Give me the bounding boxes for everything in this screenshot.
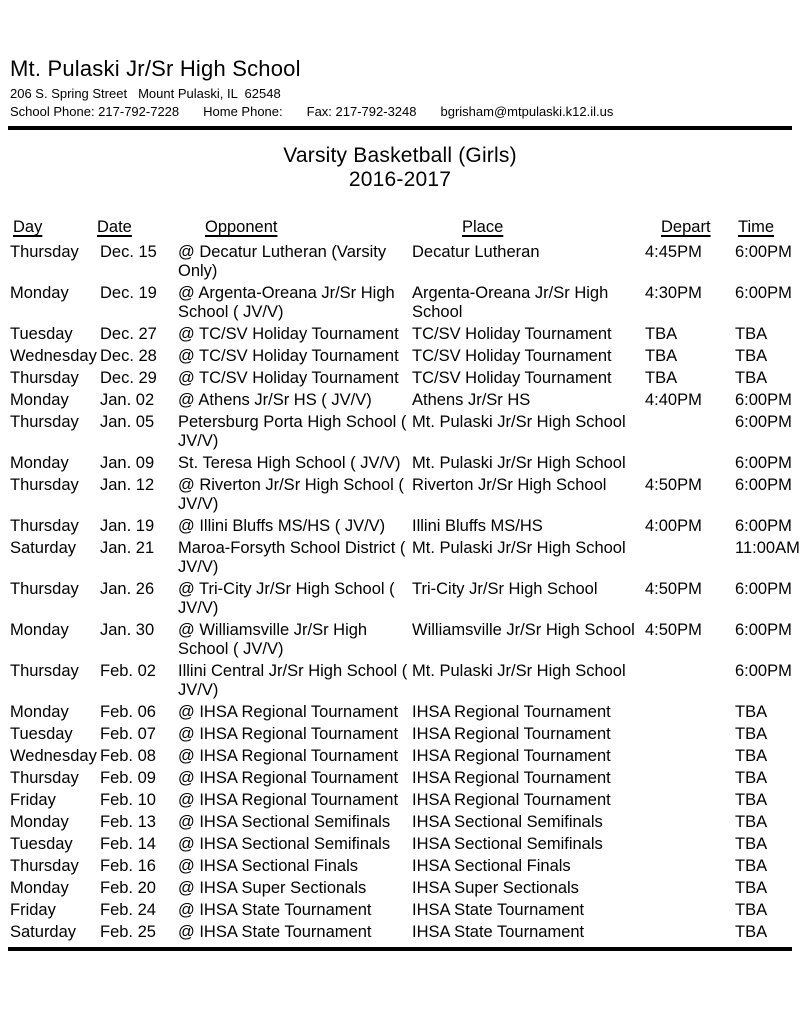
cell-opponent: @ TC/SV Holiday Tournament (178, 369, 399, 387)
cell-opponent: @ IHSA Sectional Finals (178, 857, 358, 875)
cell-day: Monday (10, 621, 69, 639)
schedule-row (10, 580, 799, 618)
schedule-row (10, 813, 799, 832)
schedule-row (10, 413, 799, 451)
cell-place: IHSA Sectional Semifinals (412, 813, 603, 831)
cell-date: Feb. 20 (100, 879, 156, 897)
cell-depart: TBA (645, 369, 678, 387)
cell-day: Thursday (10, 476, 79, 494)
cell-opponent: @ IHSA Sectional Semifinals (178, 813, 391, 831)
cell-place: Argenta-Oreana Jr/Sr High School (412, 284, 609, 321)
school-phone: School Phone: 217-792-7228 (10, 104, 180, 119)
cell-opponent: @ Tri-City Jr/Sr High School ( JV/V) (178, 580, 395, 617)
schedule-row (10, 621, 799, 659)
cell-place: IHSA Sectional Finals (412, 857, 571, 875)
schedule-row (10, 391, 799, 410)
cell-place: IHSA State Tournament (412, 901, 585, 919)
cell-day: Tuesday (10, 725, 73, 743)
cell-time: 6:00PM (735, 454, 792, 472)
cell-time: TBA (735, 325, 768, 343)
cell-place: IHSA Regional Tournament (412, 703, 611, 721)
cell-day: Thursday (10, 857, 79, 875)
schedule-row (10, 539, 799, 577)
cell-date: Jan. 02 (100, 391, 155, 409)
cell-day: Monday (10, 454, 69, 472)
cell-place: TC/SV Holiday Tournament (412, 369, 612, 387)
cell-opponent: @ IHSA Regional Tournament (178, 725, 399, 743)
schedule-row (10, 325, 799, 344)
cell-depart: 4:50PM (645, 476, 702, 494)
cell-place: Athens Jr/Sr HS (412, 391, 531, 409)
schedule-row (10, 369, 799, 388)
home-phone-label: Home Phone: (203, 104, 283, 119)
schedule-row (10, 284, 799, 322)
cell-date: Jan. 09 (100, 454, 155, 472)
cell-time: 6:00PM (735, 621, 792, 639)
cell-place: Mt. Pulaski Jr/Sr High School (412, 539, 626, 557)
cell-opponent: St. Teresa High School ( JV/V) (178, 454, 401, 472)
cell-date: Jan. 30 (100, 621, 155, 639)
cell-place: TC/SV Holiday Tournament (412, 347, 612, 365)
cell-opponent: @ IHSA Sectional Semifinals (178, 835, 391, 853)
cell-depart: 4:00PM (645, 517, 702, 535)
cell-time: 6:00PM (735, 284, 792, 302)
header-date: Date (97, 218, 132, 236)
cell-date: Feb. 02 (100, 662, 156, 680)
cell-place: IHSA State Tournament (412, 923, 585, 941)
schedule-rows (10, 243, 799, 942)
cell-time: TBA (735, 725, 768, 743)
cell-day: Wednesday (10, 347, 97, 365)
cell-time: TBA (735, 703, 768, 721)
cell-depart: TBA (645, 347, 678, 365)
schedule-table (10, 218, 799, 945)
cell-date: Dec. 15 (100, 243, 157, 261)
cell-date: Feb. 10 (100, 791, 156, 809)
cell-day: Friday (10, 791, 56, 809)
schedule-row (10, 347, 799, 366)
cell-opponent: @ IHSA Regional Tournament (178, 703, 399, 721)
address-street: 206 S. Spring Street (10, 86, 128, 101)
cell-time: 6:00PM (735, 517, 792, 535)
cell-place: Mt. Pulaski Jr/Sr High School (412, 454, 626, 472)
cell-opponent: @ IHSA Super Sectionals (178, 879, 367, 897)
cell-date: Feb. 13 (100, 813, 156, 831)
bottom-divider (8, 947, 792, 951)
cell-time: TBA (735, 857, 768, 875)
cell-time: 11:00AM (735, 539, 800, 557)
cell-opponent: @ IHSA State Tournament (178, 923, 372, 941)
cell-date: Feb. 24 (100, 901, 156, 919)
cell-place: IHSA Regional Tournament (412, 725, 611, 743)
cell-day: Thursday (10, 369, 79, 387)
cell-time: TBA (735, 747, 768, 765)
cell-day: Thursday (10, 243, 79, 261)
cell-date: Dec. 29 (100, 369, 157, 387)
cell-day: Thursday (10, 662, 79, 680)
cell-day: Thursday (10, 413, 79, 431)
schedule-row (10, 769, 799, 788)
cell-opponent: @ Williamsville Jr/Sr High School ( JV/V) (178, 621, 368, 658)
cell-day: Thursday (10, 580, 79, 598)
header-depart: Depart (661, 218, 711, 236)
schedule-row (10, 476, 799, 514)
cell-date: Feb. 09 (100, 769, 156, 787)
cell-date: Feb. 16 (100, 857, 156, 875)
cell-time: 6:00PM (735, 413, 792, 431)
cell-opponent: @ Illini Bluffs MS/HS ( JV/V) (178, 517, 386, 535)
cell-day: Thursday (10, 769, 79, 787)
cell-day: Monday (10, 879, 69, 897)
school-name: Mt. Pulaski Jr/Sr High School (10, 56, 301, 81)
cell-time: 6:00PM (735, 391, 792, 409)
cell-time: 6:00PM (735, 476, 792, 494)
schedule-row (10, 662, 799, 700)
cell-opponent: @ TC/SV Holiday Tournament (178, 347, 399, 365)
cell-depart: TBA (645, 325, 678, 343)
header-day: Day (13, 218, 43, 236)
cell-opponent: @ Argenta-Oreana Jr/Sr High School ( JV/V) (178, 284, 395, 321)
title-line1: Varsity Basketball (Girls) (283, 144, 517, 167)
top-divider (8, 126, 792, 130)
address-city: Mount Pulaski, IL 62548 (138, 86, 281, 101)
cell-date: Dec. 28 (100, 347, 157, 365)
cell-time: TBA (735, 813, 768, 831)
cell-time: TBA (735, 369, 768, 387)
cell-time: TBA (735, 835, 768, 853)
cell-date: Dec. 27 (100, 325, 157, 343)
schedule-row (10, 923, 799, 942)
cell-day: Monday (10, 284, 69, 302)
schedule-row (10, 901, 799, 920)
schedule-row (10, 517, 799, 536)
header-place: Place (462, 218, 504, 236)
cell-opponent: Maroa-Forsyth School District ( JV/V) (178, 539, 406, 576)
school-address (10, 85, 613, 102)
cell-place: Mt. Pulaski Jr/Sr High School (412, 413, 626, 431)
schedule-row (10, 879, 799, 898)
schedule-row (10, 835, 799, 854)
cell-place: Illini Bluffs MS/HS (412, 517, 543, 535)
cell-date: Feb. 07 (100, 725, 156, 743)
cell-place: IHSA Regional Tournament (412, 769, 611, 787)
cell-time: TBA (735, 879, 768, 897)
cell-day: Tuesday (10, 835, 73, 853)
header-opponent: Opponent (205, 218, 278, 236)
cell-day: Friday (10, 901, 56, 919)
cell-opponent: @ Riverton Jr/Sr High School ( JV/V) (178, 476, 404, 513)
schedule-row (10, 454, 799, 473)
cell-opponent: @ IHSA Regional Tournament (178, 791, 399, 809)
cell-time: 6:00PM (735, 243, 792, 261)
cell-opponent: @ IHSA Regional Tournament (178, 769, 399, 787)
cell-place: IHSA Regional Tournament (412, 747, 611, 765)
cell-date: Jan. 21 (100, 539, 155, 557)
cell-day: Saturday (10, 539, 77, 557)
cell-place: IHSA Super Sectionals (412, 879, 579, 897)
cell-day: Monday (10, 813, 69, 831)
cell-date: Jan. 05 (100, 413, 155, 431)
cell-time: TBA (735, 347, 768, 365)
cell-depart: 4:40PM (645, 391, 702, 409)
cell-opponent: Petersburg Porta High School ( JV/V) (178, 413, 407, 450)
cell-date: Feb. 25 (100, 923, 156, 941)
schedule-row (10, 857, 799, 876)
cell-opponent: @ Decatur Lutheran (Varsity Only) (178, 243, 387, 280)
cell-date: Feb. 08 (100, 747, 156, 765)
cell-day: Monday (10, 391, 69, 409)
cell-date: Jan. 19 (100, 517, 155, 535)
cell-time: 6:00PM (735, 580, 792, 598)
title-line2: 2016-2017 (348, 168, 452, 191)
cell-place: Decatur Lutheran (412, 243, 540, 261)
school-contact-line (10, 103, 613, 120)
cell-day: Saturday (10, 923, 77, 941)
cell-opponent: @ Athens Jr/Sr HS ( JV/V) (178, 391, 372, 409)
fax-number: Fax: 217-792-3248 (306, 104, 417, 119)
schedule-row (10, 791, 799, 810)
cell-place: Riverton Jr/Sr High School (412, 476, 607, 494)
schedule-row (10, 703, 799, 722)
cell-date: Jan. 12 (100, 476, 155, 494)
header-time: Time (738, 218, 775, 236)
cell-date: Feb. 14 (100, 835, 156, 853)
cell-opponent: @ IHSA State Tournament (178, 901, 372, 919)
schedule-row (10, 747, 799, 766)
cell-day: Monday (10, 703, 69, 721)
cell-place: IHSA Regional Tournament (412, 791, 611, 809)
cell-opponent: Illini Central Jr/Sr High School ( JV/V) (178, 662, 408, 699)
cell-depart: 4:30PM (645, 284, 702, 302)
cell-place: Williamsville Jr/Sr High School (412, 621, 635, 639)
schedule-header-row (10, 218, 799, 237)
cell-day: Thursday (10, 517, 79, 535)
cell-depart: 4:45PM (645, 243, 702, 261)
cell-time: TBA (735, 769, 768, 787)
cell-time: 6:00PM (735, 662, 792, 680)
cell-depart: 4:50PM (645, 580, 702, 598)
cell-time: TBA (735, 901, 768, 919)
cell-time: TBA (735, 923, 768, 941)
cell-opponent: @ TC/SV Holiday Tournament (178, 325, 399, 343)
cell-place: Tri-City Jr/Sr High School (412, 580, 598, 598)
cell-depart: 4:50PM (645, 621, 702, 639)
school-header (10, 56, 613, 120)
schedule-row (10, 725, 799, 744)
cell-day: Tuesday (10, 325, 73, 343)
cell-date: Jan. 26 (100, 580, 155, 598)
cell-date: Dec. 19 (100, 284, 157, 302)
cell-day: Wednesday (10, 747, 97, 765)
cell-place: TC/SV Holiday Tournament (412, 325, 612, 343)
contact-email: bgrisham@mtpulaski.k12.il.us (440, 104, 614, 119)
cell-place: Mt. Pulaski Jr/Sr High School (412, 662, 626, 680)
cell-place: IHSA Sectional Semifinals (412, 835, 603, 853)
cell-time: TBA (735, 791, 768, 809)
schedule-row (10, 243, 799, 281)
cell-date: Feb. 06 (100, 703, 156, 721)
cell-opponent: @ IHSA Regional Tournament (178, 747, 399, 765)
page-title (0, 144, 800, 192)
